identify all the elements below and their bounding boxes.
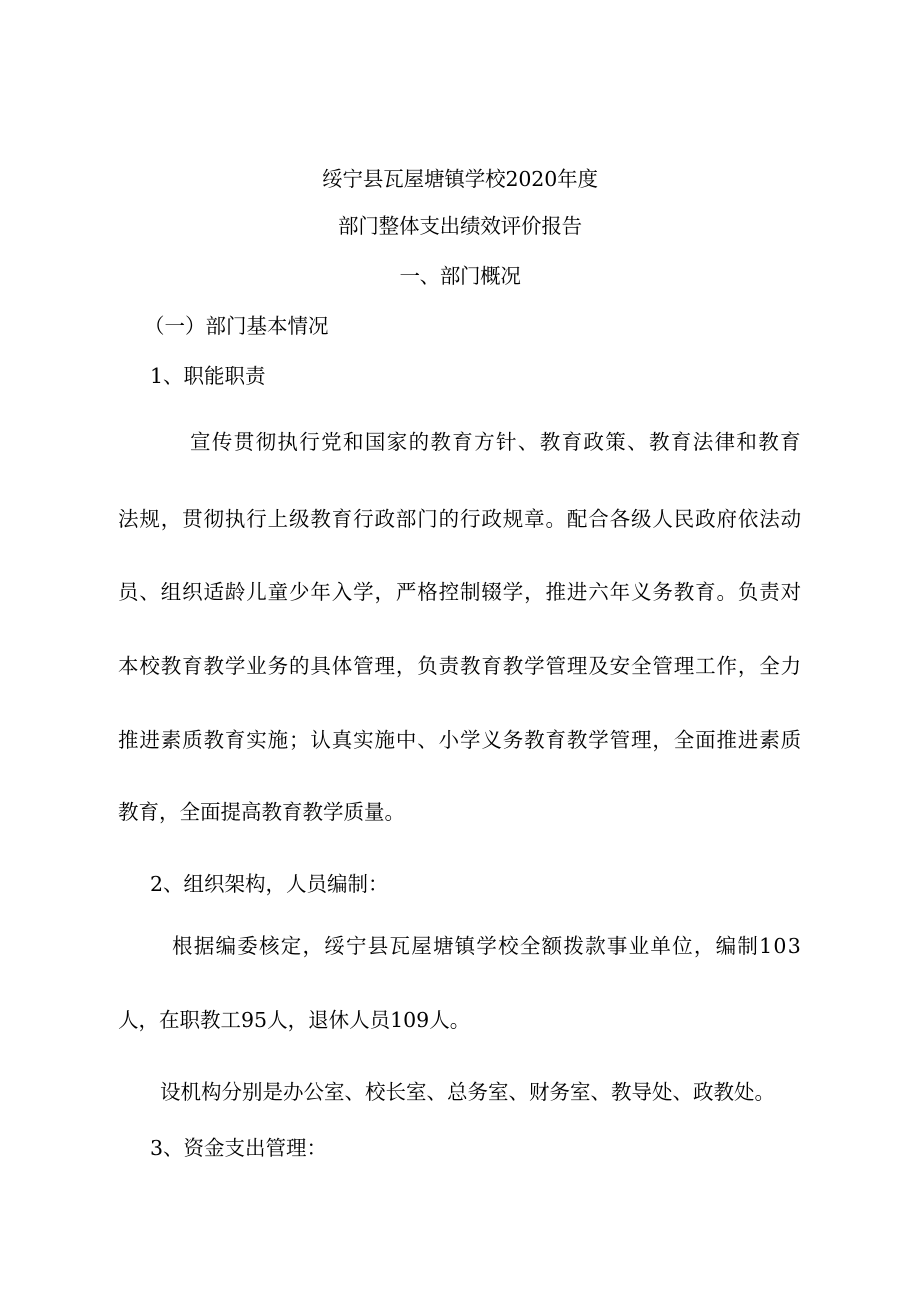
item-3-heading: 3、资金支出管理： (150, 1136, 328, 1160)
item-1-heading: 1、职能职责 (150, 364, 266, 388)
item-1-paragraph-line-6: 教育，全面提高教育教学质量。 (118, 800, 405, 824)
item-2-heading: 2、组织架构，人员编制： (150, 872, 389, 896)
item-1-paragraph-line-2: 法规，贯彻执行上级教育行政部门的行政规章。配合各级人民政府依法动 (118, 507, 802, 531)
item-1-paragraph-line-3: 员、组织适龄儿童少年入学，严格控制辍学，推进六年义务教育。负责对 (118, 580, 802, 604)
subsection-heading-1: （一）部门基本情况 (144, 314, 329, 338)
item-2-departments: 设机构分别是办公室、校长室、总务室、财务室、教导处、政教处。 (160, 1080, 775, 1104)
item-1-paragraph-line-1: 宣传贯彻执行党和国家的教育方针、教育政策、教育法律和教育 (190, 430, 802, 454)
item-1-paragraph-line-4: 本校教育教学业务的具体管理，负责教育教学管理及安全管理工作，全力 (118, 654, 802, 678)
document-title-line-1: 绥宁县瓦屋塘镇学校2020年度 (322, 167, 598, 191)
item-2-paragraph-line-2: 人，在职教工95人，退休人员109人。 (118, 1008, 471, 1032)
item-2-paragraph-line-1: 根据编委核定，绥宁县瓦屋塘镇学校全额拨款事业单位，编制103 (172, 934, 802, 958)
document-title-line-2: 部门整体支出绩效评价报告 (338, 214, 582, 238)
section-heading-1: 一、部门概况 (399, 264, 521, 288)
item-1-paragraph-line-5: 推进素质教育实施；认真实施中、小学义务教育教学管理，全面推进素质 (118, 728, 802, 752)
